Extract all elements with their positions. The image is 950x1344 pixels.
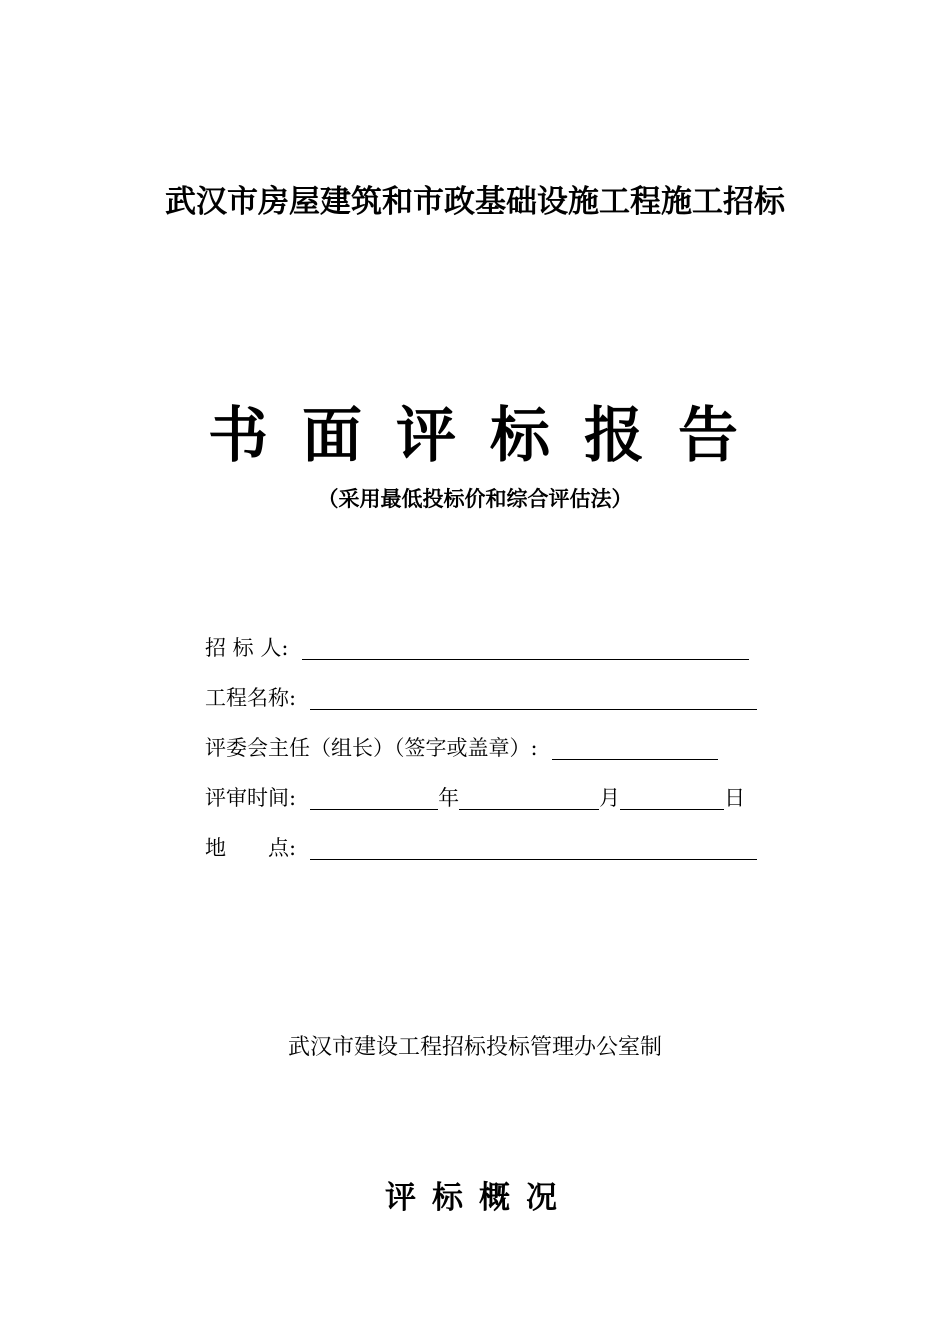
committee-chair-field: [205, 732, 718, 764]
review-day-blank-line[interactable]: [620, 783, 724, 810]
project-name-label: 工程名称:: [205, 686, 297, 710]
tenderer-label: 招 标 人:: [205, 636, 289, 660]
review-time-label: 评审时间:: [205, 786, 297, 810]
review-time-field: [205, 782, 745, 814]
project-name-blank-line[interactable]: [310, 683, 757, 710]
committee-chair-blank-line[interactable]: [552, 733, 718, 760]
review-year-blank-line[interactable]: [310, 783, 438, 810]
location-field: [205, 832, 757, 864]
project-name-field: [205, 682, 757, 714]
report-main-title: 书面评标报告: [208, 401, 772, 471]
year-unit: 年: [438, 786, 460, 810]
tenderer-field: [205, 632, 749, 664]
location-blank-line[interactable]: [310, 833, 757, 860]
review-month-blank-line[interactable]: [459, 783, 599, 810]
document-header-title: 武汉市房屋建筑和市政基础设施工程施工招标: [165, 184, 785, 220]
month-unit: 月: [599, 786, 621, 810]
tenderer-blank-line[interactable]: [302, 633, 749, 660]
report-subtitle: （采用最低投标价和综合评估法）: [317, 487, 633, 511]
issuing-organization: 武汉市建设工程招标投标管理办公室制: [287, 1035, 662, 1060]
section-title-overview: 评标概况: [385, 1180, 573, 1216]
committee-chair-label: 评委会主任（组长）（签字或盖章）:: [205, 736, 538, 760]
location-label: 地 点:: [205, 836, 297, 860]
day-unit: 日: [724, 786, 746, 810]
